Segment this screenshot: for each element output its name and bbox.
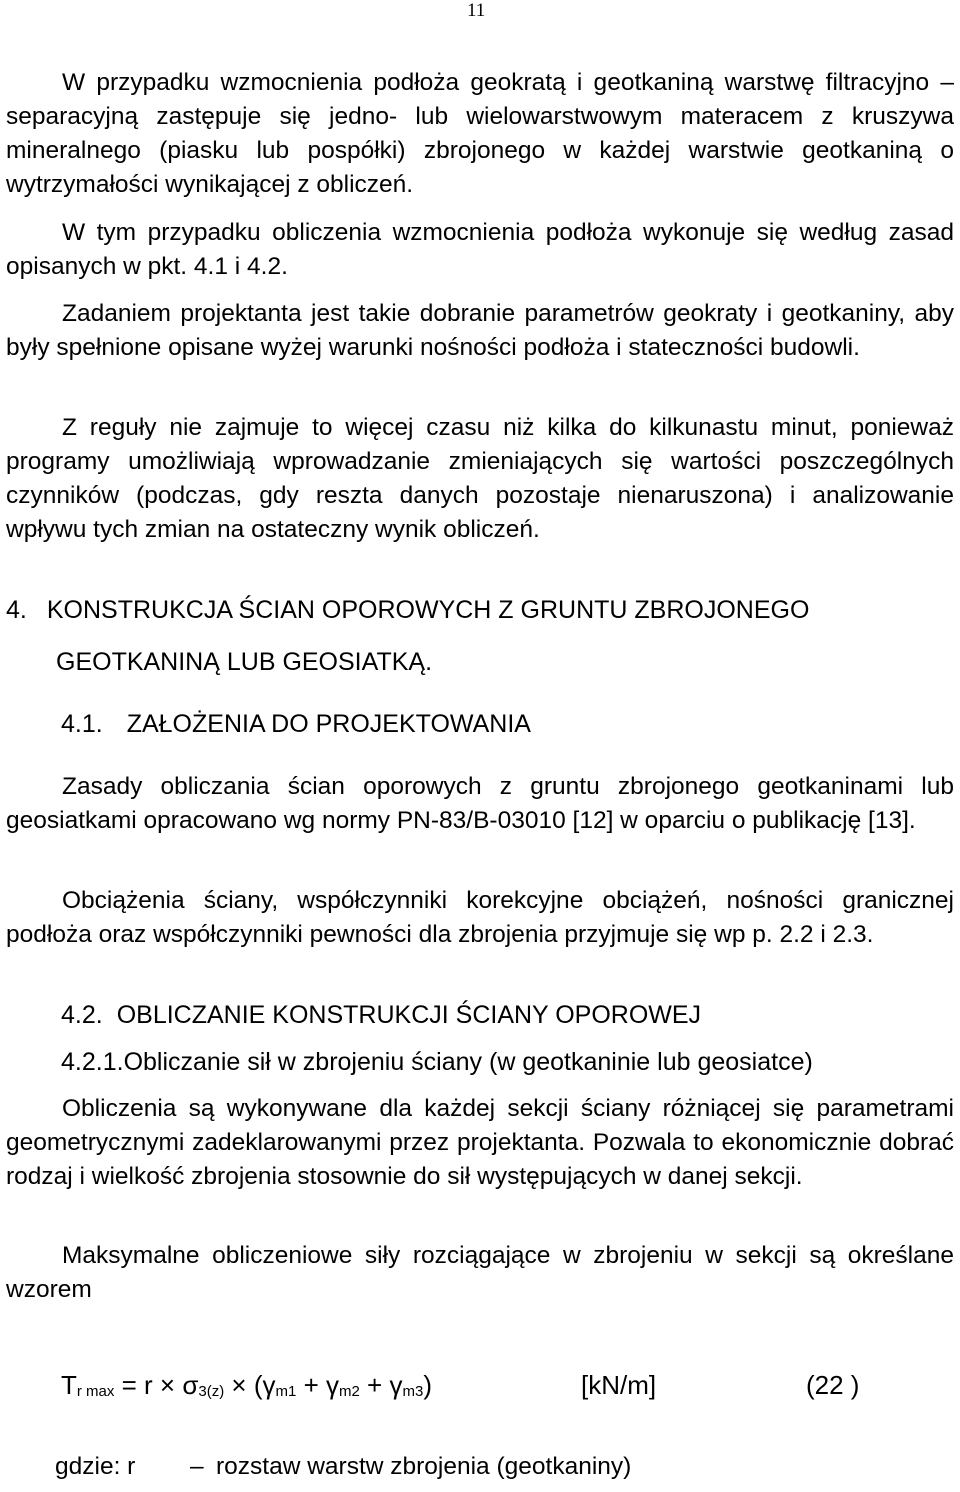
section-heading-4-line2: GEOTKANINĄ LUB GEOSIATKĄ.: [56, 648, 433, 676]
section-heading-4: [6, 593, 809, 627]
where-clause: [55, 1450, 632, 1484]
paragraph-max-forces: Maksymalne obliczeniowe siły rozciągające w zbrojeniu w sekcji są określane wzorem: [6, 1242, 954, 1303]
subsection-number: 4.2.: [61, 1001, 103, 1029]
subsection-title: OBLICZANIE KONSTRUKCJI ŚCIANY OPOROWEJ: [116, 1001, 702, 1029]
section-number: 4.: [6, 596, 27, 624]
where-definition: rozstaw warstw zbrojenia (geotkaniny): [216, 1453, 632, 1480]
paragraph-sections: Obliczenia są wykonywane dla każdej sekcji ściany różniącej się parametrami geometrycznymi zadeklarowanymi przez projektanta. Pozwala to ekonomicznie dobrać rodzaj i wielkość zbrojenia stosownie do sił występujących w danej sekcji.: [6, 1095, 954, 1190]
paragraph-geokrata: W przypadku wzmocnienia podłoża geokratą i geotkaniną warstwę filtracyjno – separacyjną zastępuje się jedno- lub wielowarstwowym materacem z kruszywa mineralnego (piasku lub pospółki) zbrojonego w każdej warstwie geotkaniną o wytrzymałości wynikającej z obliczeń.: [6, 69, 954, 198]
subsection-number: 4.1.: [61, 710, 103, 738]
formula-unit: [kN/m]: [581, 1370, 657, 1400]
paragraph-design-basis: Zasady obliczania ścian oporowych z gruntu zbrojonego geotkaninami lub geosiatkami opracowano wg normy PN-83/B-03010 [12] w oparciu o publikację [13].: [6, 773, 954, 834]
equation-number: (22 ): [806, 1370, 860, 1400]
subsection-heading-4-1: [61, 707, 531, 741]
section-title: KONSTRUKCJA ŚCIAN OPOROWYCH Z GRUNTU ZBROJONEGO: [46, 596, 810, 624]
formula-22: $T_{r max} = r \times \sigma_{3(z)} \times (\gamma_{m1} + \gamma_{m2} + \gamma_{m3})$ [kN/m] (22 ): [61, 1370, 860, 1400]
where-dash: –: [190, 1453, 204, 1480]
paragraph-loads: Obciążenia ściany, współczynniki korekcyjne obciążeń, nośności granicznej podłoża oraz współczynniki pewności dla zbrojenia przyjmuje się wp p. 2.2 i 2.3.: [6, 887, 954, 948]
subsection-heading-4-2-1: [61, 1045, 813, 1079]
page-number: 11: [467, 0, 486, 21]
subsection-title: ZAŁOŻENIA DO PROJEKTOWANIA: [126, 710, 531, 738]
paragraph-time-note: Z reguły nie zajmuje to więcej czasu niż kilka do kilkunastu minut, ponieważ programy umożliwiają wprowadzanie zmieniających się wartości poszczególnych czynników (podczas, gdy reszta danych pozostaje nienaruszona) i analizowanie wpływu tych zmian na ostateczny wynik obliczeń.: [6, 414, 954, 543]
paragraph-calculation-method: W tym przypadku obliczenia wzmocnienia podłoża wykonuje się według zasad opisanych w pkt. 4.1 i 4.2.: [6, 219, 954, 280]
subsection-number: 4.2.1.: [61, 1048, 124, 1076]
paragraph-designer-task: Zadaniem projektanta jest takie dobranie parametrów geokraty i geotkaniny, aby były spełnione opisane wyżej warunki nośności podłoża i stateczności budowli.: [6, 300, 954, 361]
subsection-heading-4-2: [61, 998, 701, 1032]
where-label: gdzie: r: [55, 1453, 136, 1480]
subsection-title: Obliczanie sił w zbrojeniu ściany (w geotkaninie lub geosiatce): [123, 1048, 813, 1076]
